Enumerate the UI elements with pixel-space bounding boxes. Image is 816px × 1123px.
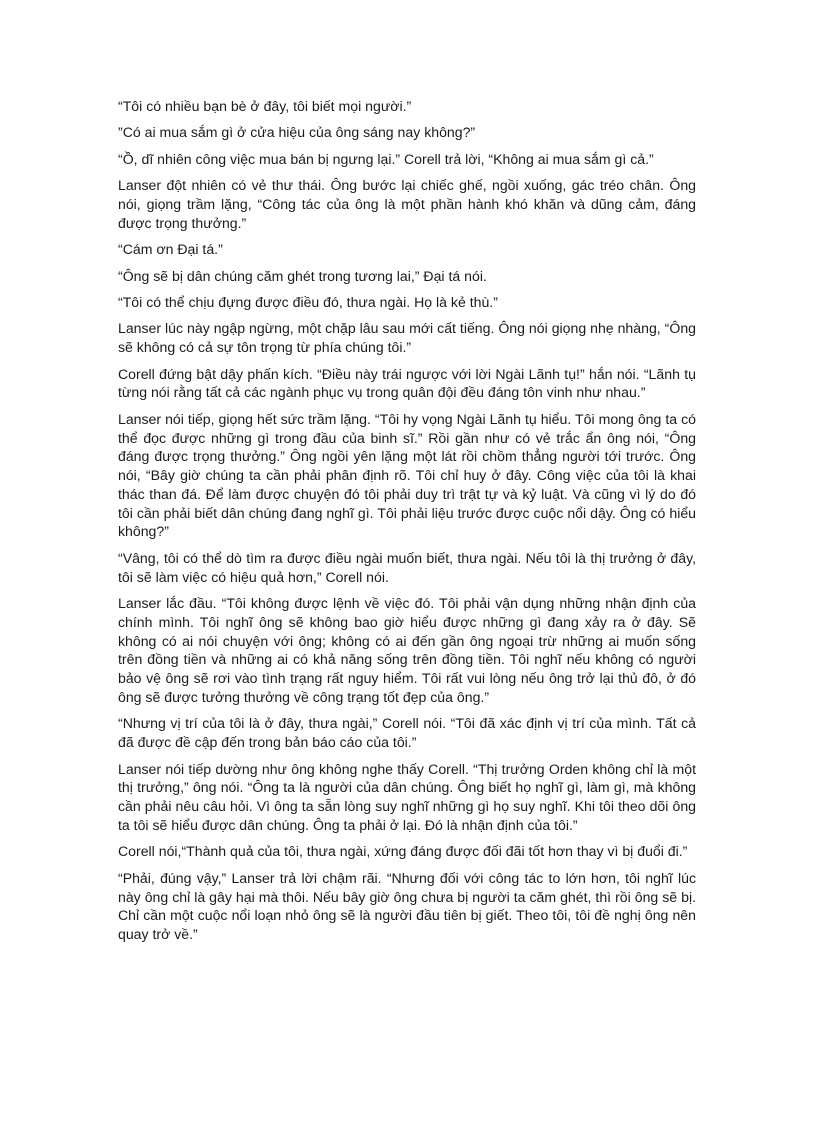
paragraph-15: Corell nói,“Thành quả của tôi, thưa ngài, xứng đáng được đối đãi tốt hơn thay vì bị đuổi đi.” [118,843,688,860]
paragraph-13: “Nhưng vị trí của tôi là ở đây, thưa ngài,” Corell nói. “Tôi đã xác định vị trí của mình. Tất cả đã được đề cập đến trong bản báo cáo của tôi.” [118,715,696,751]
paragraph-16: “Phải, đúng vậy,” Lanser trả lời chậm rãi. “Nhưng đối với công tác to lớn hơn, tôi nghĩ lúc này ông chỉ là gây hại mà thôi. Nếu bây giờ ông chưa bị người ta căm ghét, thì rồi ông sẽ bị. Chỉ cần một cuộc nổi loạn nhỏ ông sẽ là người đầu tiên bị giết. Theo tôi, tôi đề nghị ông nên quay trở về.” [118,869,696,943]
paragraph-5: “Cám ơn Đại tá.” [118,241,223,258]
paragraph-10: Lanser nói tiếp, giọng hết sức trầm lặng. “Tôi hy vọng Ngài Lãnh tụ hiểu. Tôi mong ông ta có thể đọc được những gì trong đầu của binh sĩ.” Rồi gần như có vẻ trắc ẩn ông nói, “Ông đáng được trọng thưởng.” Ông ngồi yên lặng một lát rồi chồm thẳng người tới trước. Ông nói, “Bây giờ chúng ta cần phải phân định rõ. Tôi chỉ huy ở đây. Công việc của tôi là khai thác than đá. Để làm được chuyện đó tôi phải duy trì trật tự và kỷ luật. Và cũng vì lý do đó tôi cần phải biết dân chúng đang nghĩ gì. Tôi phải liệu trước được cuộc nổi dậy. Ông có hiểu không?” [118,410,696,540]
paragraph-1: “Tôi có nhiều bạn bè ở đây, tôi biết mọi người.” [118,98,412,114]
paragraph-14: Lanser nói tiếp dường như ông không nghe thấy Corell. “Thị trưởng Orden không chỉ là một thị trưởng,” ông nói. “Ông ta là người của dân chúng. Ông biết họ nghĩ gì, làm gì, mà không cần phải nêu câu hỏi. Vì ông ta sẵn lòng suy nghĩ những gì họ suy nghĩ. Khi tôi theo dõi ông ta tôi sẽ hiểu được dân chúng. Ông ta phải ở lại. Đó là nhận định của tôi.” [118,760,696,834]
paragraph-6: “Ông sẽ bị dân chúng căm ghét trong tương lai,” Đại tá nói. [118,267,487,284]
paragraph-9: Corell đứng bật dậy phấn kích. “Điều này trái ngược với lời Ngài Lãnh tụ!” hắn nói. “Lãnh tụ từng nói rằng tất cả các ngành phục vụ trong quân đội đều đáng tôn vinh như nhau.” [118,365,696,401]
paragraph-2: ”Có ai mua sắm gì ở cửa hiệu của ông sáng nay không?” [118,124,476,141]
document-body [118,97,696,952]
paragraph-3: “Ồ, dĩ nhiên công việc mua bán bị ngưng lại.” Corell trả lời, “Không ai mua sắm gì cả.” [118,150,654,167]
paragraph-4: Lanser đột nhiên có vẻ thư thái. Ông bước lại chiếc ghế, ngồi xuống, gác tréo chân. Ông nói, giọng trầm lặng, “Công tác của ông là một phần hành khó khăn và dũng cảm, đáng được trọng thưởng.” [118,177,696,231]
paragraph-11: “Vâng, tôi có thể dò tìm ra được điều ngài muốn biết, thưa ngài. Nếu tôi là thị trưởng ở đây, tôi sẽ làm việc có hiệu quả hơn,” Corell nói. [118,549,696,585]
paragraph-7: “Tôi có thể chịu đựng được điều đó, thưa ngài. Họ là kẻ thù.” [118,293,498,310]
paragraph-12: Lanser lắc đầu. “Tôi không được lệnh về việc đó. Tôi phải vận dụng những nhận định của chính mình. Tôi nghĩ ông sẽ không bao giờ hiểu được những gì đang xảy ra ở đây. Sẽ không có ai nói chuyện với ông; không có ai đến gần ông ngoại trừ những ai muốn sống trên đồng tiền và những ai có khả năng sống trên đồng tiền. Tôi nghĩ nếu không có người bảo vệ ông sẽ rơi vào tình trạng rất nguy hiểm. Tôi rất vui lòng nếu ông trở lại thủ đô, ở đó ông sẽ được tưởng thưởng về công trạng tốt đẹp của ông.” [118,595,696,706]
paragraph-8: Lanser lúc này ngập ngừng, một chặp lâu sau mới cất tiếng. Ông nói giọng nhẹ nhàng, “Ông sẽ không có cả sự tôn trọng từ phía chúng tôi.” [118,320,696,356]
